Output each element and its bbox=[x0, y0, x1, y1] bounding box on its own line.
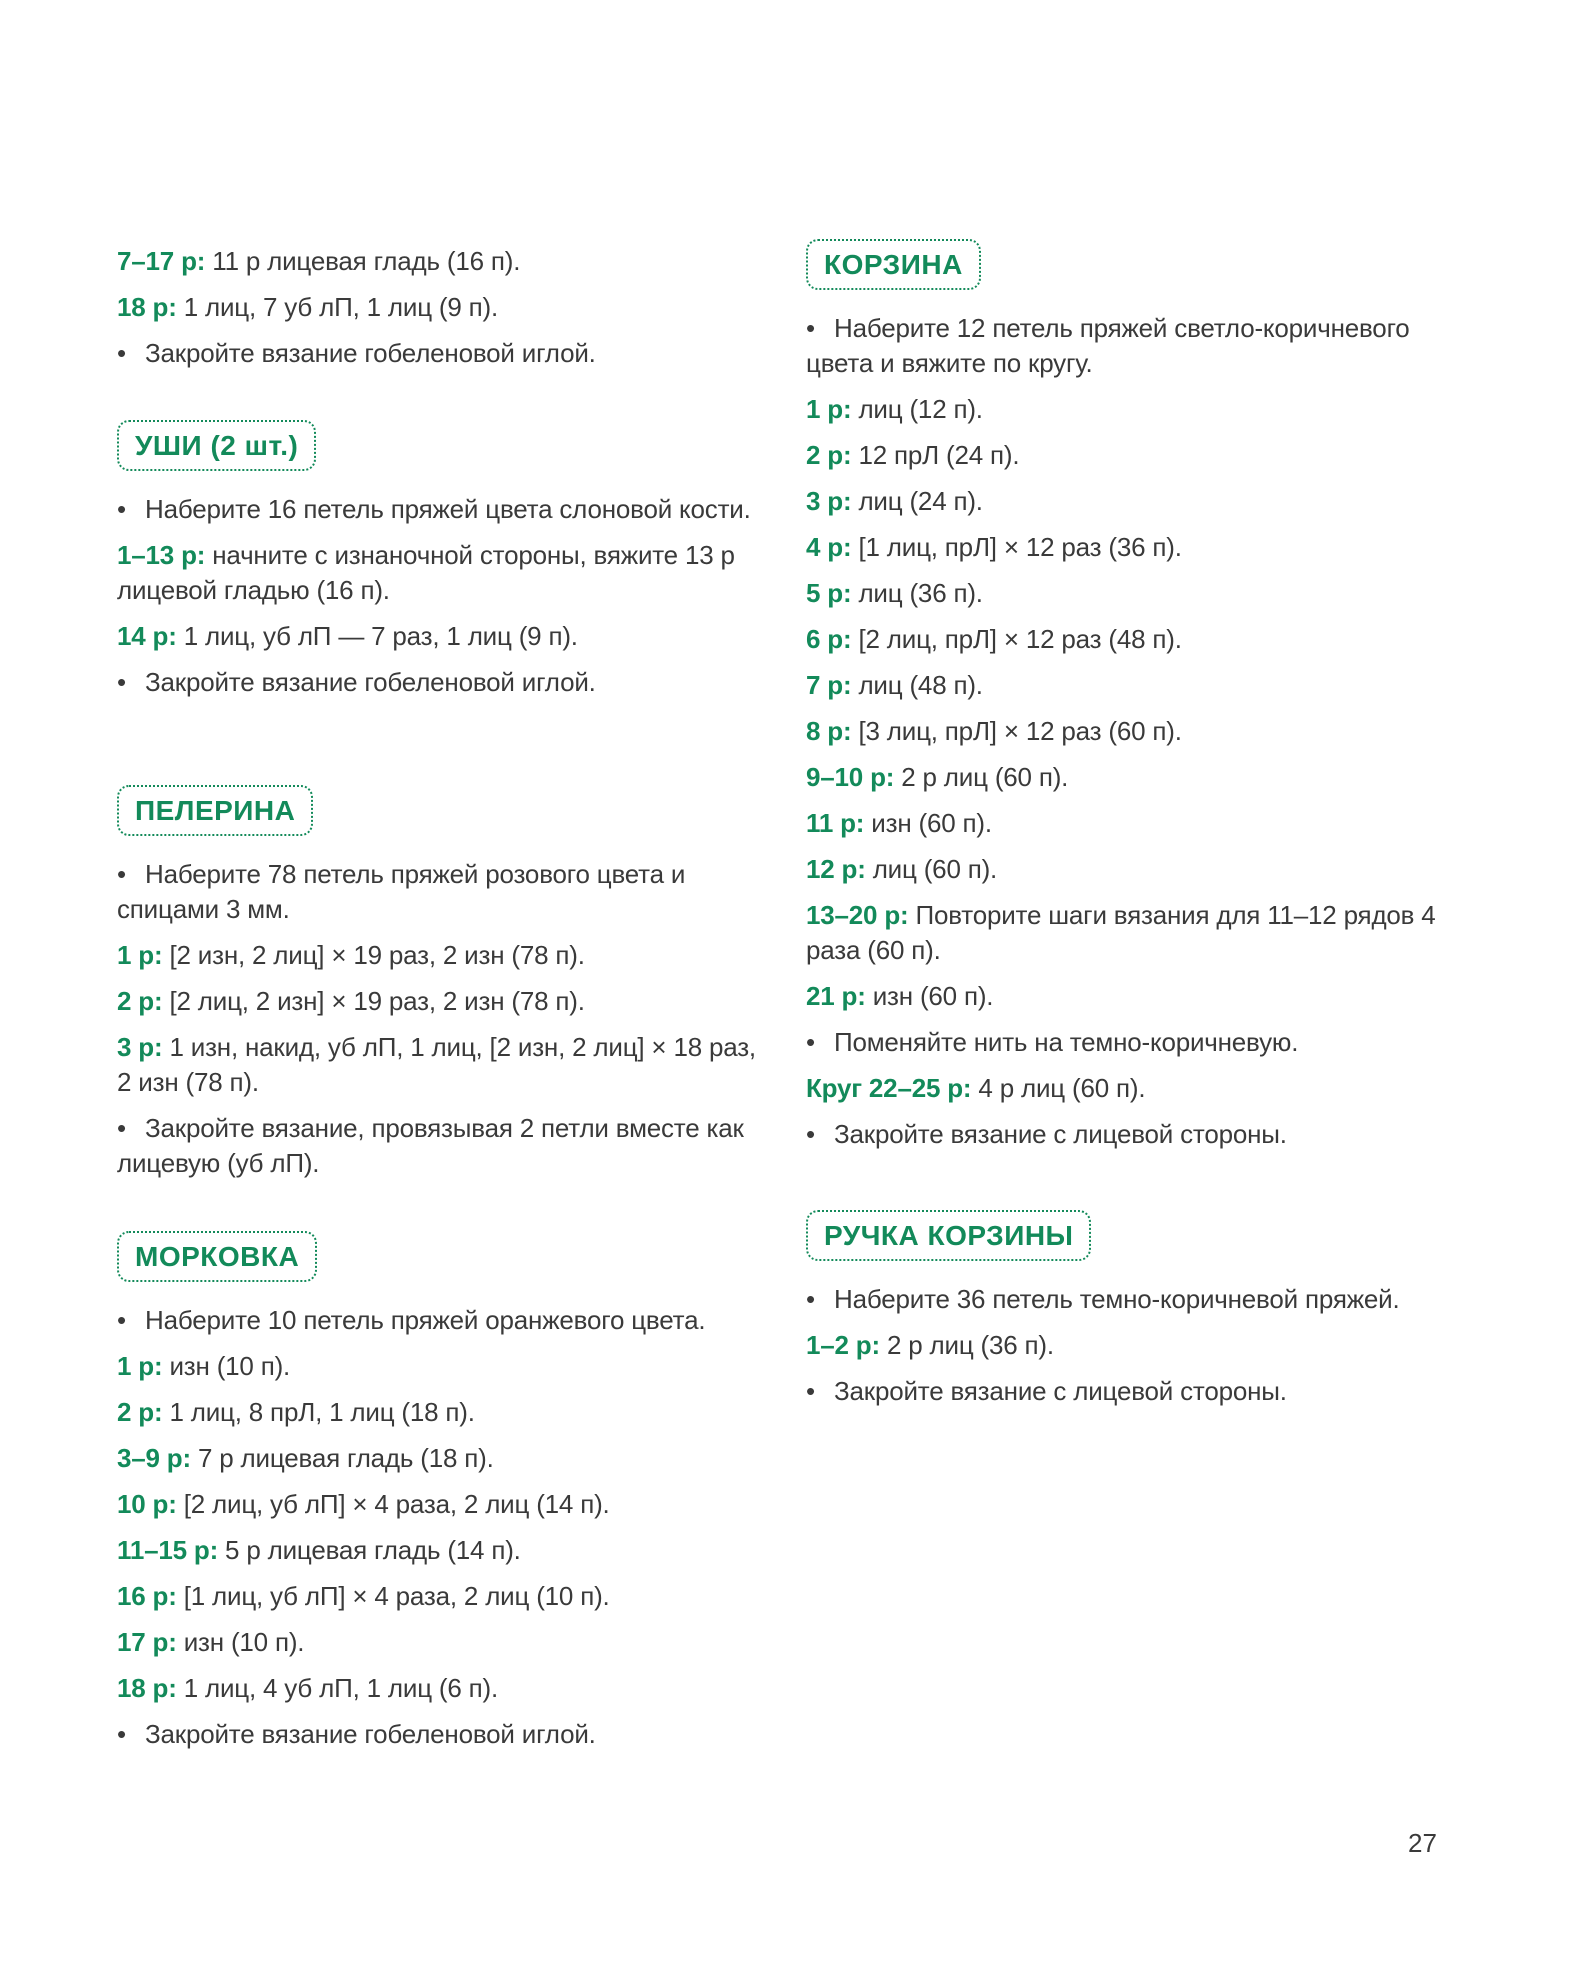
row-label: 13–20 р: bbox=[806, 900, 909, 930]
row-label: 1–13 р: bbox=[117, 540, 206, 570]
row-instruction bbox=[117, 619, 757, 654]
bullet-item bbox=[117, 336, 757, 371]
instruction-text: [1 лиц, уб лП] × 4 раза, 2 лиц (10 п). bbox=[176, 1581, 610, 1611]
row-label: 9–10 р: bbox=[806, 762, 895, 792]
cape-block bbox=[117, 857, 757, 1192]
bullet-icon: • bbox=[806, 1376, 815, 1406]
row-instruction bbox=[806, 852, 1446, 887]
instruction-text: Наберите 12 петель пряжей светло-коричневого цвета и вяжите по кругу. bbox=[806, 313, 1410, 378]
bullet-icon: • bbox=[117, 338, 126, 368]
intro-block bbox=[117, 244, 757, 382]
row-instruction bbox=[806, 979, 1446, 1014]
bullet-icon: • bbox=[117, 1719, 126, 1749]
row-label: 10 р: bbox=[117, 1489, 177, 1519]
row-instruction bbox=[117, 1533, 757, 1568]
row-instruction bbox=[806, 438, 1446, 473]
row-instruction bbox=[117, 1395, 757, 1430]
instruction-text: 2 р лиц (36 п). bbox=[879, 1330, 1054, 1360]
row-instruction bbox=[117, 538, 757, 608]
instruction-text: [2 лиц, уб лП] × 4 раза, 2 лиц (14 п). bbox=[176, 1489, 610, 1519]
row-label: 1 р: bbox=[117, 1351, 163, 1381]
row-instruction bbox=[117, 984, 757, 1019]
instruction-text: 5 р лицевая гладь (14 п). bbox=[218, 1535, 521, 1565]
instruction-text: изн (10 п). bbox=[176, 1627, 305, 1657]
row-instruction bbox=[117, 1441, 757, 1476]
row-instruction bbox=[117, 1625, 757, 1660]
bullet-item bbox=[806, 1117, 1446, 1152]
instruction-text: Закройте вязание с лицевой стороны. bbox=[834, 1119, 1287, 1149]
instruction-text: [2 изн, 2 лиц] × 19 раз, 2 изн (78 п). bbox=[162, 940, 585, 970]
row-label: 18 р: bbox=[117, 1673, 177, 1703]
row-instruction bbox=[806, 1071, 1446, 1106]
bullet-item bbox=[117, 857, 757, 927]
row-instruction bbox=[806, 1328, 1446, 1363]
instruction-text: лиц (24 п). bbox=[851, 486, 983, 516]
instruction-text: 1 изн, накид, уб лП, 1 лиц, [2 изн, 2 лиц] × 18 раз, 2 изн (78 п). bbox=[117, 1032, 756, 1097]
ears-block bbox=[117, 492, 757, 711]
row-label: 1 р: bbox=[806, 394, 852, 424]
row-instruction bbox=[806, 622, 1446, 657]
row-label: 17 р: bbox=[117, 1627, 177, 1657]
section-title-carrot: МОРКОВКА bbox=[117, 1231, 317, 1282]
row-instruction bbox=[117, 1671, 757, 1706]
row-label: 3 р: bbox=[117, 1032, 163, 1062]
row-label: 1 р: bbox=[117, 940, 163, 970]
instruction-text: 7 р лицевая гладь (18 п). bbox=[190, 1443, 494, 1473]
row-instruction bbox=[117, 1579, 757, 1614]
row-instruction bbox=[806, 484, 1446, 519]
row-instruction bbox=[806, 760, 1446, 795]
row-label: 4 р: bbox=[806, 532, 852, 562]
row-label: 18 р: bbox=[117, 292, 177, 322]
instruction-text: 1 лиц, уб лП — 7 раз, 1 лиц (9 п). bbox=[176, 621, 578, 651]
row-instruction bbox=[806, 898, 1446, 968]
bullet-icon: • bbox=[806, 1284, 815, 1314]
bullet-icon: • bbox=[806, 313, 815, 343]
row-label: 2 р: bbox=[117, 1397, 163, 1427]
bullet-icon: • bbox=[117, 494, 126, 524]
row-instruction bbox=[117, 938, 757, 973]
instruction-text: 1 лиц, 8 прЛ, 1 лиц (18 п). bbox=[162, 1397, 475, 1427]
row-label: 2 р: bbox=[806, 440, 852, 470]
row-instruction bbox=[806, 806, 1446, 841]
row-instruction bbox=[117, 290, 757, 325]
instruction-text: изн (60 п). bbox=[864, 808, 992, 838]
bullet-item bbox=[117, 1111, 757, 1181]
row-label: 12 р: bbox=[806, 854, 866, 884]
bullet-icon: • bbox=[117, 667, 126, 697]
row-label: 8 р: bbox=[806, 716, 852, 746]
row-label: 14 р: bbox=[117, 621, 177, 651]
row-instruction bbox=[806, 668, 1446, 703]
instruction-text: Наберите 16 петель пряжей цвета слоновой кости. bbox=[145, 494, 751, 524]
row-label: 6 р: bbox=[806, 624, 852, 654]
row-label: 16 р: bbox=[117, 1581, 177, 1611]
instruction-text: Закройте вязание с лицевой стороны. bbox=[834, 1376, 1287, 1406]
instruction-text: Поменяйте нить на темно-коричневую. bbox=[834, 1027, 1299, 1057]
instruction-text: лиц (36 п). bbox=[851, 578, 983, 608]
instruction-text: Наберите 10 петель пряжей оранжевого цвета. bbox=[145, 1305, 706, 1335]
bullet-item bbox=[117, 1717, 757, 1752]
section-title-basket: КОРЗИНА bbox=[806, 239, 981, 290]
bullet-icon: • bbox=[806, 1027, 815, 1057]
instruction-text: Наберите 36 петель темно-коричневой пряжей. bbox=[834, 1284, 1400, 1314]
basket-block bbox=[806, 311, 1446, 1163]
instruction-text: изн (10 п). bbox=[162, 1351, 291, 1381]
bullet-icon: • bbox=[117, 1305, 126, 1335]
instruction-text: Повторите шаги вязания для 11–12 рядов 4 раза (60 п). bbox=[806, 900, 1436, 965]
instruction-text: 11 р лицевая гладь (16 п). bbox=[205, 246, 521, 276]
row-label: 11 р: bbox=[806, 808, 865, 838]
instruction-text: Закройте вязание гобеленовой иглой. bbox=[145, 338, 596, 368]
instruction-text: 12 прЛ (24 п). bbox=[851, 440, 1020, 470]
instruction-text: [2 лиц, прЛ] × 12 раз (48 п). bbox=[851, 624, 1182, 654]
row-instruction bbox=[117, 244, 757, 279]
row-label: 3 р: bbox=[806, 486, 852, 516]
row-label: 7 р: bbox=[806, 670, 852, 700]
instruction-text: Закройте вязание, провязывая 2 петли вместе как лицевую (уб лП). bbox=[117, 1113, 744, 1178]
bullet-item bbox=[806, 1025, 1446, 1060]
instruction-text: лиц (48 п). bbox=[851, 670, 983, 700]
instruction-text: 4 р лиц (60 п). bbox=[971, 1073, 1146, 1103]
row-instruction bbox=[117, 1349, 757, 1384]
row-instruction bbox=[806, 714, 1446, 749]
section-title-cape: ПЕЛЕРИНА bbox=[117, 785, 313, 836]
section-title-ears: УШИ (2 шт.) bbox=[117, 420, 316, 471]
bullet-item bbox=[117, 665, 757, 700]
instruction-text: [2 лиц, 2 изн] × 19 раз, 2 изн (78 п). bbox=[162, 986, 585, 1016]
row-label: 3–9 р: bbox=[117, 1443, 191, 1473]
page-number: 27 bbox=[1408, 1828, 1437, 1858]
instruction-text: изн (60 п). bbox=[865, 981, 994, 1011]
bullet-icon: • bbox=[117, 1113, 126, 1143]
bullet-item bbox=[806, 311, 1446, 381]
instruction-text: начните с изнаночной стороны, вяжите 13 р лицевой гладью (16 п). bbox=[117, 540, 735, 605]
bullet-icon: • bbox=[806, 1119, 815, 1149]
basket-handle-block bbox=[806, 1282, 1446, 1420]
row-instruction bbox=[806, 392, 1446, 427]
row-label: 21 р: bbox=[806, 981, 866, 1011]
instruction-text: Закройте вязание гобеленовой иглой. bbox=[145, 1719, 596, 1749]
row-label: Круг 22–25 р: bbox=[806, 1073, 972, 1103]
instruction-text: Закройте вязание гобеленовой иглой. bbox=[145, 667, 596, 697]
row-label: 7–17 р: bbox=[117, 246, 206, 276]
carrot-block bbox=[117, 1303, 757, 1763]
bullet-item bbox=[806, 1374, 1446, 1409]
instruction-text: 1 лиц, 4 уб лП, 1 лиц (6 п). bbox=[176, 1673, 499, 1703]
instruction-text: лиц (12 п). bbox=[851, 394, 983, 424]
row-label: 5 р: bbox=[806, 578, 852, 608]
row-instruction bbox=[117, 1030, 757, 1100]
instruction-text: 1 лиц, 7 уб лП, 1 лиц (9 п). bbox=[176, 292, 499, 322]
instruction-text: Наберите 78 петель пряжей розового цвета и спицами 3 мм. bbox=[117, 859, 686, 924]
row-instruction bbox=[117, 1487, 757, 1522]
row-label: 1–2 р: bbox=[806, 1330, 880, 1360]
row-instruction bbox=[806, 576, 1446, 611]
row-label: 11–15 р: bbox=[117, 1535, 219, 1565]
instruction-text: 2 р лиц (60 п). bbox=[894, 762, 1069, 792]
row-instruction bbox=[806, 530, 1446, 565]
row-label: 2 р: bbox=[117, 986, 163, 1016]
instruction-text: [3 лиц, прЛ] × 12 раз (60 п). bbox=[851, 716, 1182, 746]
bullet-icon: • bbox=[117, 859, 126, 889]
instruction-text: лиц (60 п). bbox=[865, 854, 998, 884]
bullet-item bbox=[806, 1282, 1446, 1317]
bullet-item bbox=[117, 1303, 757, 1338]
instruction-text: [1 лиц, прЛ] × 12 раз (36 п). bbox=[851, 532, 1182, 562]
bullet-item bbox=[117, 492, 757, 527]
section-title-basket-handle: РУЧКА КОРЗИНЫ bbox=[806, 1210, 1091, 1261]
